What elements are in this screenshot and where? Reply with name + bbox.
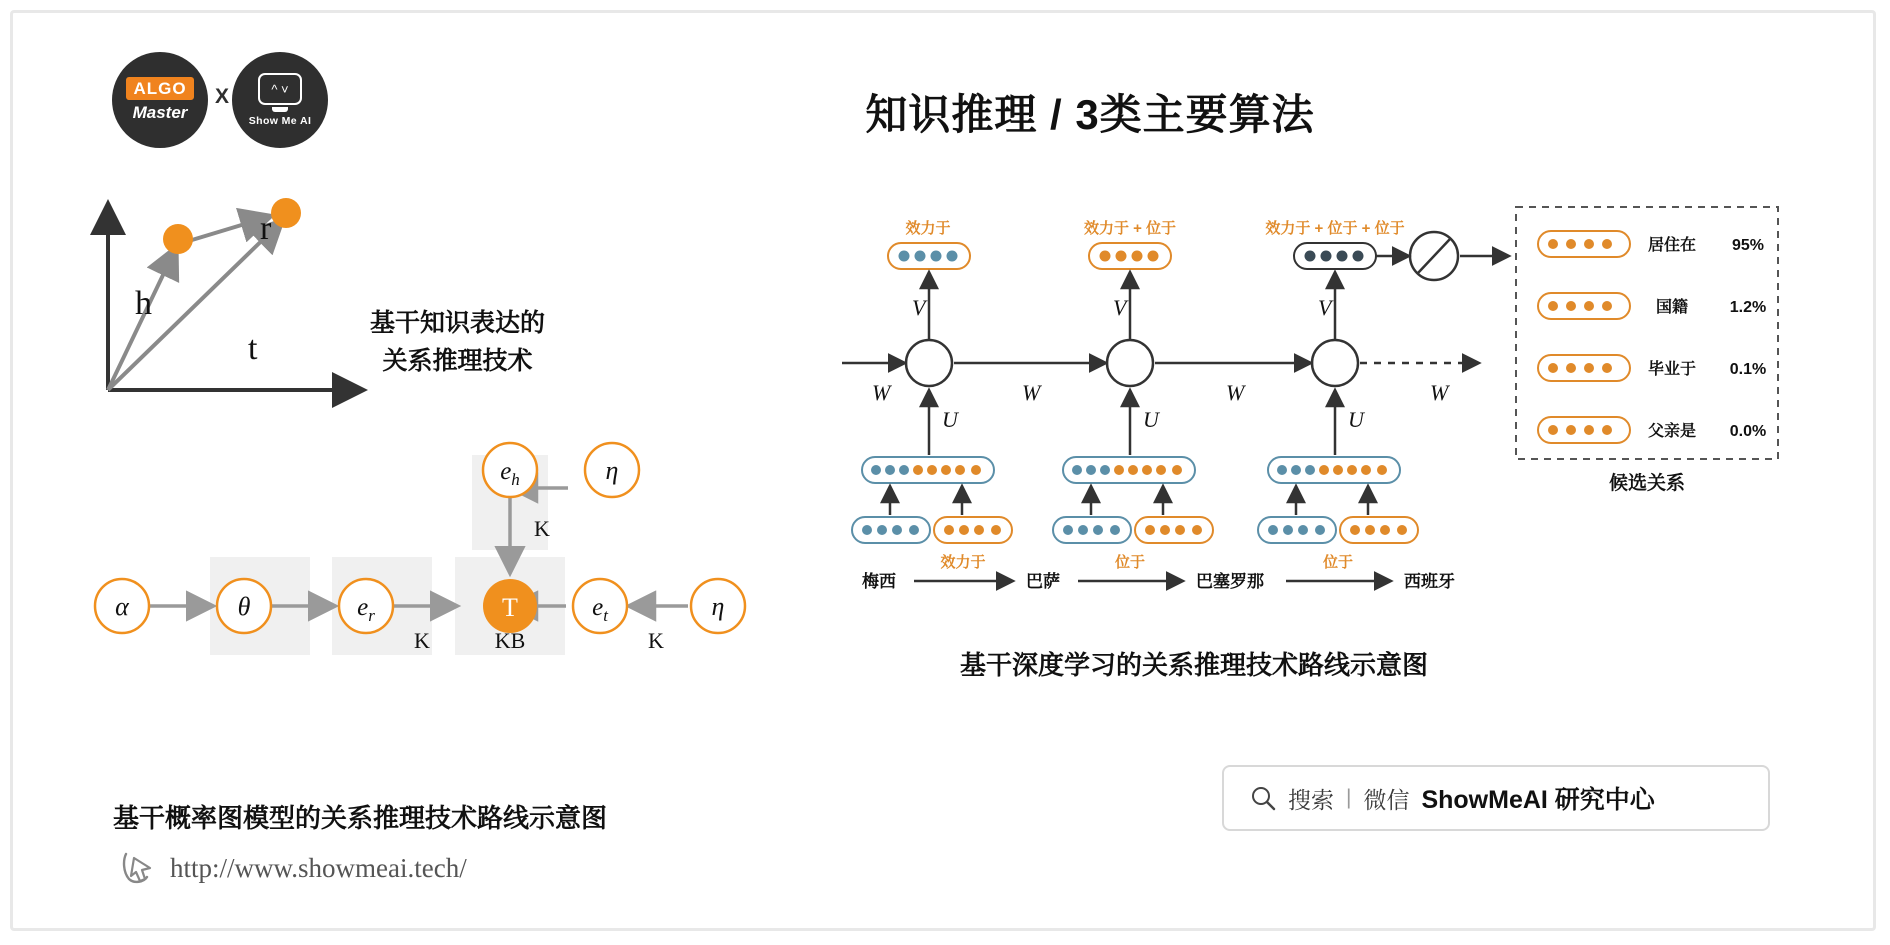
svg-text:α: α xyxy=(115,592,129,621)
svg-text:W: W xyxy=(872,380,891,405)
svg-text:效力于 + 位于 + 位于: 效力于 + 位于 + 位于 xyxy=(1265,220,1405,237)
svg-text:eh: $e_h$ xyxy=(500,458,520,489)
logo-algomaster xyxy=(112,52,208,148)
svg-text:位于: 位于 xyxy=(1114,554,1146,571)
footer-url[interactable]: http://www.showmeai.tech/ xyxy=(170,852,467,883)
svg-text:et: $e_t$ xyxy=(592,594,608,625)
svg-text:η: η xyxy=(711,592,725,621)
svg-text:95%: 95% xyxy=(1731,237,1765,254)
deep-learning-caption: 基干深度学习的关系推理技术路线示意图 xyxy=(960,650,1429,680)
pgm-caption: 基干概率图模型的关系推理技术路线示意图 xyxy=(113,803,608,833)
svg-text:K: K xyxy=(414,628,430,653)
svg-text:父亲是: 父亲是 xyxy=(1647,423,1697,440)
svg-text:V: V xyxy=(1113,295,1127,320)
svg-text:η: η xyxy=(605,456,619,485)
search-icon xyxy=(1250,785,1276,811)
svg-text:T: T xyxy=(502,593,518,622)
svg-text:效力于: 效力于 xyxy=(940,554,986,571)
svg-text:位于: 位于 xyxy=(1322,554,1354,571)
svg-text:U: U xyxy=(942,407,958,432)
svg-text:候选关系: 候选关系 xyxy=(1608,473,1686,494)
vector-label-t: t xyxy=(248,330,258,367)
logo-master-label: Master xyxy=(132,103,188,123)
svg-text:U: U xyxy=(1143,407,1159,432)
svg-text:效力于 + 位于: 效力于 + 位于 xyxy=(1083,220,1177,237)
svg-text:U: U xyxy=(1348,407,1364,432)
svg-text:巴塞罗那: 巴塞罗那 xyxy=(1196,572,1264,591)
svg-text:V: V xyxy=(912,295,926,320)
svg-text:1.2%: 1.2% xyxy=(1729,299,1767,316)
svg-text:θ: θ xyxy=(237,592,251,621)
search-separator: | xyxy=(1346,786,1352,809)
logo-showmeai xyxy=(232,52,328,148)
brand-logo xyxy=(112,52,402,148)
logo-algo-badge: ALGO xyxy=(126,77,193,100)
wechat-search-box[interactable] xyxy=(1222,765,1770,831)
svg-text:毕业于: 毕业于 xyxy=(1647,361,1697,378)
svg-text:居住在: 居住在 xyxy=(1647,237,1697,254)
svg-text:K: K xyxy=(534,516,550,541)
robot-stand-icon xyxy=(272,107,288,112)
logo-showmeai-label: Show Me AI xyxy=(248,115,312,127)
footer xyxy=(120,850,467,886)
svg-text:V: V xyxy=(1318,295,1332,320)
vector-label-r: r xyxy=(260,210,272,247)
robot-face-label: ^ ˅ xyxy=(271,81,289,97)
svg-text:0.1%: 0.1% xyxy=(1729,361,1767,378)
svg-text:巴萨: 巴萨 xyxy=(1026,572,1060,591)
svg-text:er: $e_r$ xyxy=(357,594,375,625)
search-placeholder-label: 搜索 xyxy=(1288,786,1334,813)
left-figure-caption-line1: 基干知识表达的 xyxy=(370,309,546,337)
logo-x-label: X xyxy=(214,85,229,108)
cursor-icon xyxy=(120,850,154,886)
page-title: 知识推理 / 3类主要算法 xyxy=(865,91,1315,138)
probabilistic-graph-diagram xyxy=(100,456,830,720)
left-figure-caption-line2: 关系推理技术 xyxy=(382,346,533,375)
svg-text:K: K xyxy=(648,628,664,653)
svg-text:西班牙: 西班牙 xyxy=(1404,572,1455,591)
svg-text:国籍: 国籍 xyxy=(1655,299,1689,316)
search-channel-label: 微信 xyxy=(1363,786,1410,813)
svg-text:0.0%: 0.0% xyxy=(1729,423,1767,440)
svg-text:KB: KB xyxy=(494,628,526,653)
svg-text:W: W xyxy=(1430,380,1449,405)
svg-text:W: W xyxy=(1022,380,1041,405)
svg-text:效力于: 效力于 xyxy=(905,220,951,237)
svg-text:梅西: 梅西 xyxy=(862,572,896,591)
vector-label-h: h xyxy=(135,285,152,322)
svg-text:W: W xyxy=(1226,380,1245,405)
deep-learning-diagram xyxy=(830,215,1790,605)
robot-icon xyxy=(258,73,302,105)
search-brand-label: ShowMeAI 研究中心 xyxy=(1421,786,1655,814)
left-figure-caption xyxy=(370,305,545,380)
